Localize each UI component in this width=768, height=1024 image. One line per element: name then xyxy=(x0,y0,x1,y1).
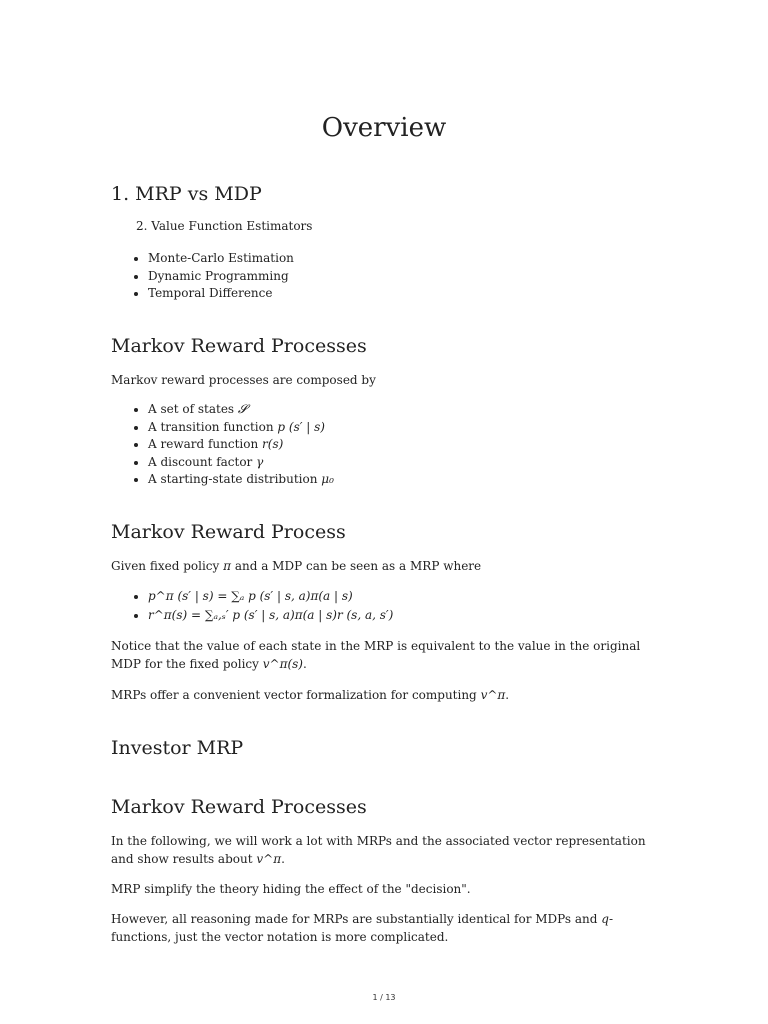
notice-paragraph: Notice that the value of each state in the MRP is equivalent to the value in the original MDP for the fixed policy v^π(s). xyxy=(111,639,641,671)
list-item: • A starting-state distribution μ₀ xyxy=(148,471,334,489)
page-number: 1 / 13 xyxy=(372,993,396,1002)
paragraph-reasoning: However, all reasoning made for MRPs are substantially identical for MDPs and q-functions, just the vector notation is more complicated. xyxy=(111,912,614,944)
mrp-intro: Markov reward processes are composed by xyxy=(111,373,376,387)
list-item: • Temporal Difference xyxy=(148,285,294,303)
equation-reward: r^π(s) = ∑ₐ,ₛ′ p (s′ | s, a)π(a | s)r (s, a, s′) xyxy=(148,608,394,622)
math-reward: r(s) xyxy=(262,437,284,451)
list-item: • Monte-Carlo Estimation xyxy=(148,250,294,268)
heading-markov-reward-process: Markov Reward Process xyxy=(111,521,346,543)
math-transition: p (s′ | s) xyxy=(277,419,325,434)
equation-transition: p^π (s′ | s) = ∑ₐ p (s′ | s, a)π(a | s) xyxy=(148,589,353,603)
list-item-value-function-estimators: 2. Value Function Estimators xyxy=(136,219,313,233)
page-title: Overview xyxy=(321,113,447,143)
heading-markov-reward-processes-2: Markov Reward Processes xyxy=(111,796,367,818)
heading-mrp-vs-mdp: 1. MRP vs MDP xyxy=(111,183,262,205)
paragraph-following: In the following, we will work a lot with MRPs and the associated vector representation and show results about v^π. xyxy=(111,834,646,866)
list-item: • A transition function p (s′ | s) xyxy=(148,419,334,437)
list-item: • Dynamic Programming xyxy=(148,268,294,286)
heading-investor-mrp: Investor MRP xyxy=(111,737,244,759)
list-item: • A discount factor γ xyxy=(148,454,334,472)
paragraph-simplify: MRP simplify the theory hiding the effect of the "decision". xyxy=(111,882,471,896)
list-item xyxy=(148,606,393,625)
mrp-equations-list xyxy=(130,587,393,625)
math-discount: γ xyxy=(256,454,264,469)
list-item: • A set of states 𝓢 xyxy=(148,401,334,419)
mrp-components-list xyxy=(130,401,334,489)
mrp-policy-intro: Given fixed policy π and a MDP can be seen as a MRP where xyxy=(111,559,482,573)
estimators-list xyxy=(130,250,294,303)
list-item xyxy=(148,587,393,606)
math-states: 𝓢 xyxy=(237,402,248,416)
list-item: • A reward function r(s) xyxy=(148,436,334,454)
math-start-dist: μ₀ xyxy=(321,472,334,486)
heading-markov-reward-processes: Markov Reward Processes xyxy=(111,335,367,357)
vector-paragraph: MRPs offer a convenient vector formalization for computing v^π. xyxy=(111,688,510,702)
